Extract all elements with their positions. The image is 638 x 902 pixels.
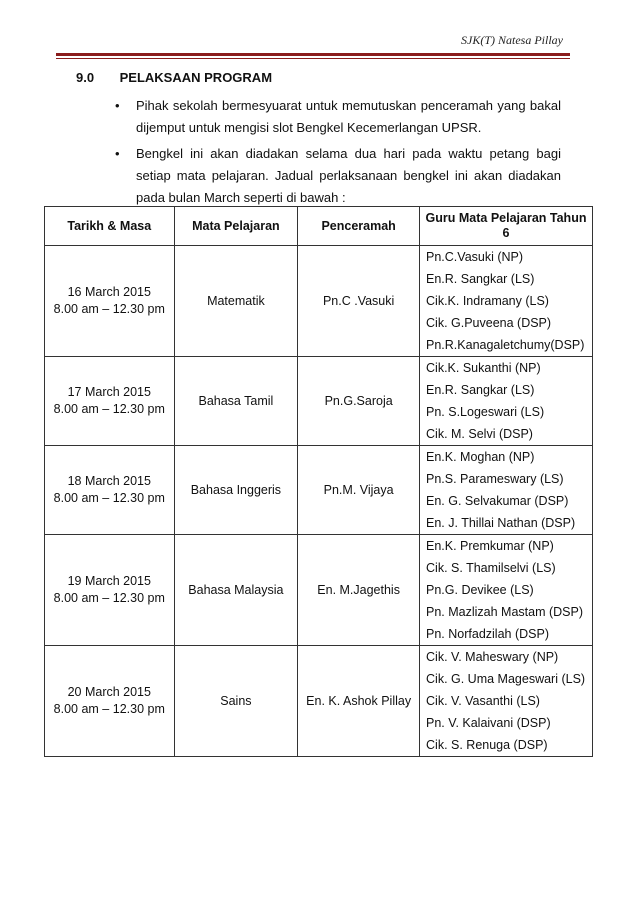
teacher-name: En. G. Selvakumar (DSP) — [426, 494, 569, 508]
teacher-name: En. J. Thillai Nathan (DSP) — [426, 516, 576, 530]
table-row — [45, 646, 593, 757]
time-text: 8.00 am – 12.30 pm — [53, 302, 165, 316]
bullet-text: Bengkel ini akan diadakan selama dua hari pada waktu petang bagi setiap mata pelajaran. Jadual perlaksanaan bengkel ini akan diadakan pada bulan March seperti di bawah : — [136, 146, 561, 205]
teacher-name: En.R. Sangkar (LS) — [426, 383, 535, 397]
table-row — [45, 357, 593, 446]
speaker-cell: En. K. Ashok Pillay — [298, 646, 420, 757]
section-heading — [76, 70, 272, 85]
table-row — [45, 246, 593, 357]
bullet-item — [111, 143, 561, 209]
subject-cell: Bahasa Malaysia — [174, 535, 298, 646]
speaker-cell: Pn.G.Saroja — [298, 357, 420, 446]
table-row — [45, 446, 593, 535]
time-text: 8.00 am – 12.30 pm — [53, 591, 165, 605]
teacher-name: Pn.R.Kanagaletchumy(DSP) — [426, 338, 585, 352]
date-text: 18 March 2015 — [67, 474, 151, 488]
subject-cell: Matematik — [174, 246, 298, 357]
teachers-cell — [420, 357, 593, 446]
date-cell — [45, 357, 175, 446]
subject-cell: Sains — [174, 646, 298, 757]
teachers-cell — [420, 646, 593, 757]
bullet-icon: • — [115, 146, 120, 161]
date-text: 19 March 2015 — [67, 574, 151, 588]
teachers-cell — [420, 535, 593, 646]
teacher-name: Cik.K. Indramany (LS) — [426, 294, 549, 308]
speaker-cell: Pn.C .Vasuki — [298, 246, 420, 357]
teacher-name: Cik.K. Sukanthi (NP) — [426, 361, 541, 375]
section-title: PELAKSAAN PROGRAM — [119, 70, 273, 85]
bullet-text: Pihak sekolah bermesyuarat untuk memutuskan penceramah yang bakal dijemput untuk mengisi slot Bengkel Kecemerlangan UPSR. — [136, 98, 561, 135]
time-text: 8.00 am – 12.30 pm — [53, 491, 165, 505]
time-text: 8.00 am – 12.30 pm — [53, 702, 165, 716]
header-date: Tarikh & Masa — [45, 207, 175, 246]
header-speaker: Penceramah — [298, 207, 420, 246]
schedule-table — [44, 206, 593, 757]
date-cell — [45, 246, 175, 357]
page-header: SJK(T) Natesa Pillay — [461, 33, 563, 47]
teacher-name: Pn.S. Parameswary (LS) — [426, 472, 564, 486]
speaker-cell: Pn.M. Vijaya — [298, 446, 420, 535]
subject-cell: Bahasa Tamil — [174, 357, 298, 446]
teacher-name: Pn.C.Vasuki (NP) — [426, 250, 524, 264]
bullet-icon: • — [115, 98, 120, 113]
teacher-name: En.R. Sangkar (LS) — [426, 272, 535, 286]
table-body — [45, 246, 593, 757]
teachers-cell — [420, 446, 593, 535]
teacher-name: Pn.G. Devikee (LS) — [426, 583, 534, 597]
date-cell — [45, 535, 175, 646]
teacher-name: Pn. V. Kalaivani (DSP) — [426, 716, 551, 730]
date-cell — [45, 446, 175, 535]
header-rule-thick — [56, 53, 570, 56]
table-row — [45, 535, 593, 646]
date-cell — [45, 646, 175, 757]
teacher-name: Pn. Norfadzilah (DSP) — [426, 627, 549, 641]
time-text: 8.00 am – 12.30 pm — [53, 402, 165, 416]
bullet-item — [111, 95, 561, 139]
teacher-name: Pn. S.Logeswari (LS) — [426, 405, 545, 419]
teacher-name: Pn. Mazlizah Mastam (DSP) — [426, 605, 583, 619]
header-teachers: Guru Mata Pelajaran Tahun 6 — [420, 207, 593, 246]
speaker-cell: En. M.Jagethis — [298, 535, 420, 646]
bullet-list — [111, 95, 561, 213]
header-subject: Mata Pelajaran — [174, 207, 298, 246]
teacher-name: Cik. S. Renuga (DSP) — [426, 738, 548, 752]
section-number: 9.0 — [76, 70, 95, 85]
date-text: 20 March 2015 — [67, 685, 151, 699]
teacher-name: Cik. V. Maheswary (NP) — [426, 650, 559, 664]
teachers-cell — [420, 246, 593, 357]
teacher-name: En.K. Moghan (NP) — [426, 450, 535, 464]
subject-cell: Bahasa Inggeris — [174, 446, 298, 535]
table-header-row — [45, 207, 593, 246]
date-text: 16 March 2015 — [67, 285, 151, 299]
teacher-name: Cik. S. Thamilselvi (LS) — [426, 561, 556, 575]
teacher-name: Cik. G.Puveena (DSP) — [426, 316, 552, 330]
teacher-name: En.K. Premkumar (NP) — [426, 539, 554, 553]
header-rule-thin — [56, 58, 570, 59]
teacher-name: Cik. G. Uma Mageswari (LS) — [426, 672, 586, 686]
date-text: 17 March 2015 — [67, 385, 151, 399]
teacher-name: Cik. M. Selvi (DSP) — [426, 427, 533, 441]
teacher-name: Cik. V. Vasanthi (LS) — [426, 694, 540, 708]
